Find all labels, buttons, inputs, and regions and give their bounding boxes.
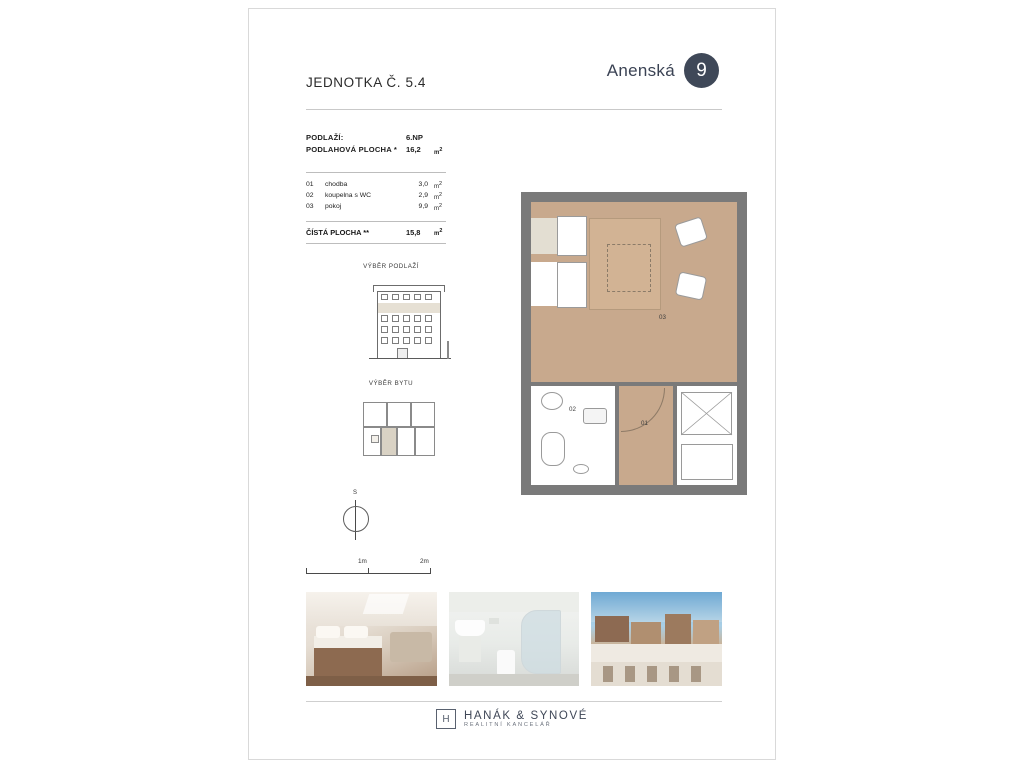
room-name: pokoj [325, 203, 342, 210]
window [425, 315, 432, 322]
window [381, 315, 388, 322]
selector-cell[interactable] [363, 402, 387, 427]
window [414, 337, 421, 344]
room-area: 2,9 [418, 192, 428, 199]
window [414, 294, 421, 300]
spec-divider-top [306, 172, 446, 173]
stair-lines-icon [681, 392, 733, 436]
page-title: JEDNOTKA Č. 5.4 [306, 75, 427, 90]
selector-cell[interactable] [387, 402, 411, 427]
window-recess [531, 218, 557, 254]
selected-flat-highlight[interactable] [381, 427, 397, 456]
window [392, 337, 399, 344]
nightstand-left-2 [557, 262, 587, 308]
nightstand-left [557, 216, 587, 256]
window [414, 326, 421, 333]
brand-number-badge: 9 [684, 53, 719, 88]
selector-cell[interactable] [397, 427, 415, 456]
window [381, 294, 388, 300]
room-label-01: 01 [641, 420, 648, 427]
selector-core [371, 435, 379, 443]
window [392, 294, 399, 300]
floor-selector-caption: VÝBĚR PODLAŽÍ [363, 263, 419, 270]
bathroom-photo[interactable] [449, 592, 580, 686]
specification-block [306, 132, 506, 156]
facade-body [377, 291, 441, 359]
room-index: 01 [306, 181, 314, 188]
shower-icon [541, 432, 565, 466]
window [403, 315, 410, 322]
table-row [306, 181, 506, 192]
gross-area-value: 16,2 [406, 145, 421, 154]
photo-strip [306, 592, 722, 686]
view-photo[interactable] [591, 592, 722, 686]
window [403, 337, 410, 344]
wc-icon [583, 408, 607, 424]
brand-logo [607, 53, 719, 88]
flat-selector-caption: VÝBĚR BYTU [368, 380, 414, 387]
bedroom-photo[interactable] [306, 592, 437, 686]
agency-monogram-icon: H [436, 709, 456, 729]
footer-logo [249, 709, 775, 729]
floor-row [306, 132, 506, 144]
selector-cell[interactable] [415, 427, 435, 456]
room-index: 02 [306, 192, 314, 199]
washbasin-icon [541, 392, 563, 410]
room-label-03: 03 [659, 314, 666, 321]
gross-area-unit: $m^2$ [434, 147, 443, 156]
room-name: koupelna s WC [325, 192, 372, 199]
tree-icon [447, 341, 449, 359]
agency-subtitle: REALITNÍ KANCELÁŘ [463, 722, 552, 728]
scale-tick [306, 568, 307, 574]
brand-name: Anenská [606, 60, 675, 80]
bed-dashed-outline [607, 244, 651, 292]
ground-line [369, 358, 451, 359]
net-area-value: 15,8 [406, 228, 421, 237]
gross-area-label: PODLAHOVÁ PLOCHA * [306, 145, 398, 154]
scale-tick [430, 568, 431, 574]
table-row [306, 192, 506, 203]
spec-divider-bottom [306, 221, 446, 222]
window [403, 326, 410, 333]
shaft-rect [681, 444, 733, 480]
scale-label-1m: 1m [358, 558, 367, 565]
net-divider [306, 243, 446, 244]
floor-label: PODLAŽÍ: [306, 133, 344, 142]
compass-ring-icon [343, 506, 369, 532]
header-divider [306, 109, 722, 110]
building-elevation-diagram[interactable] [359, 279, 464, 369]
compass-north-label: S [353, 490, 358, 496]
table-row [306, 203, 506, 214]
document-sheet [248, 8, 776, 760]
window [392, 326, 399, 333]
window [425, 337, 432, 344]
net-area-label: ČÍSTÁ PLOCHA ** [306, 228, 369, 237]
room-area: 9,9 [418, 203, 428, 210]
net-area-row [306, 228, 506, 237]
selected-floor-highlight [378, 303, 440, 313]
drain-icon [573, 464, 589, 474]
room-unit: $m^2$ [434, 181, 442, 190]
room-name: chodba [325, 181, 348, 188]
room-label-02: 02 [569, 406, 576, 413]
selector-cell[interactable] [411, 402, 435, 427]
apartment-floor-plan [521, 192, 747, 495]
scale-bar [306, 559, 486, 581]
window [403, 294, 410, 300]
room-unit: $m^2$ [434, 203, 442, 212]
scale-tick [368, 568, 369, 574]
compass [329, 490, 389, 549]
gross-area-row [306, 144, 506, 156]
window [425, 294, 432, 300]
window-recess [531, 262, 557, 306]
window [414, 315, 421, 322]
room-unit: $m^2$ [434, 192, 442, 201]
window [381, 337, 388, 344]
net-area-unit: $m^2$ [434, 228, 443, 237]
room-area: 3,0 [418, 181, 428, 188]
footer-divider [306, 701, 722, 702]
floor-value: 6.NP [406, 133, 423, 142]
room-index: 03 [306, 203, 314, 210]
agency-name: HANÁK & SYNOVÉ [463, 710, 588, 722]
scale-label-2m: 2m [420, 558, 429, 565]
window [381, 326, 388, 333]
room-table [306, 181, 506, 214]
window [392, 315, 399, 322]
window [425, 326, 432, 333]
floor-plan-selector[interactable] [357, 394, 467, 464]
